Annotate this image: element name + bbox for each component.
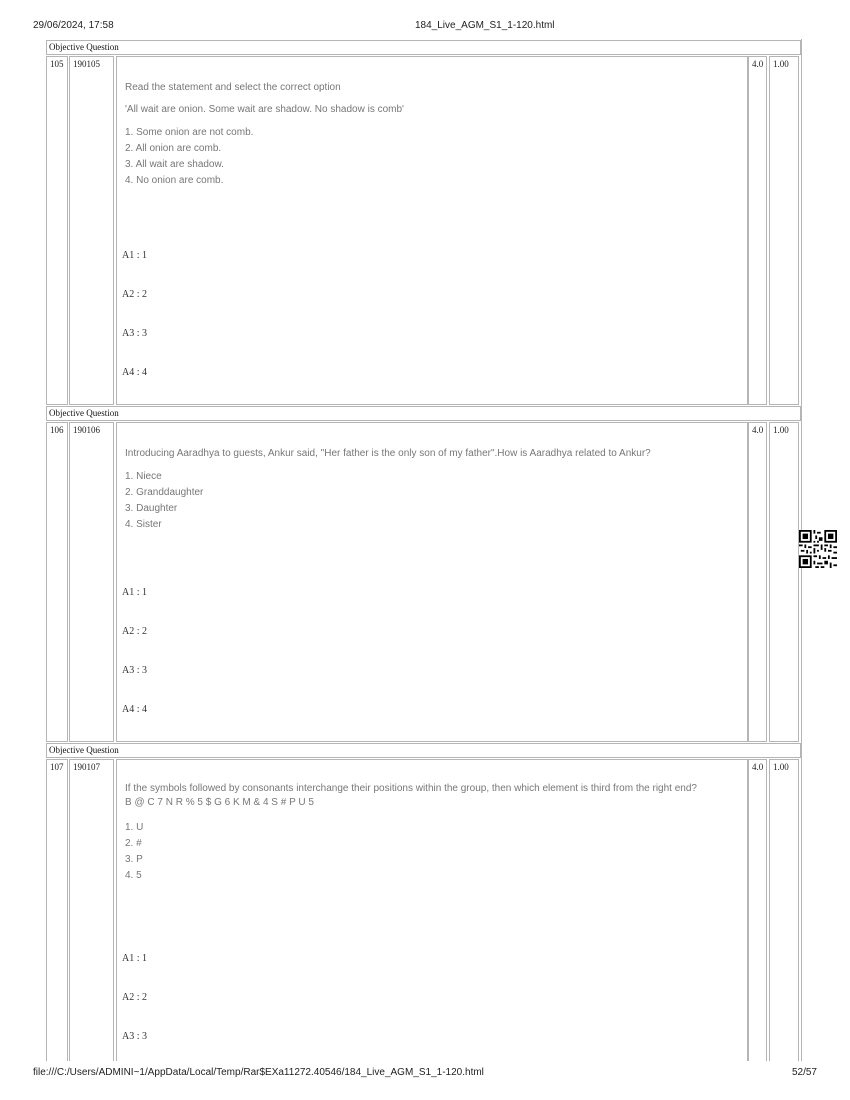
question-row (46, 422, 801, 742)
question-body (116, 422, 748, 742)
question-body (116, 759, 748, 1061)
answer-key: A3 : 3 (122, 1031, 147, 1042)
option-list (125, 469, 739, 533)
option-item: 3. All wait are shadow. (125, 159, 224, 170)
option-item: 4. 5 (125, 870, 142, 881)
question-block-107 (46, 743, 801, 1061)
serial-number: 106 (46, 422, 68, 742)
option-item: 2. # (125, 838, 142, 849)
print-datetime: 29/06/2024, 17:58 (33, 20, 114, 31)
question-type-label: Objective Question (46, 743, 801, 758)
answer-key: A2 : 2 (122, 289, 147, 300)
answer-key: A4 : 4 (122, 367, 147, 378)
question-row (46, 759, 801, 1061)
question-id: 190105 (69, 56, 114, 405)
option-item: 3. P (125, 854, 143, 865)
question-row (46, 56, 801, 405)
answer-key: A2 : 2 (122, 626, 147, 637)
option-item: 2. All onion are comb. (125, 143, 222, 154)
question-type-label: Objective Question (46, 406, 801, 421)
question-block-106 (46, 406, 801, 742)
marks: 4.0 (748, 422, 767, 742)
answer-key: A3 : 3 (122, 665, 147, 676)
question-statement: 'All wait are onion. Some wait are shadow. No shadow is comb' (125, 104, 404, 115)
answer-key: A1 : 1 (122, 953, 147, 964)
negative-marks: 1.00 (769, 759, 799, 1061)
question-block-105 (46, 40, 801, 405)
negative-marks: 1.00 (769, 422, 799, 742)
answer-key: A1 : 1 (122, 250, 147, 261)
serial-number: 105 (46, 56, 68, 405)
question-prompt: If the symbols followed by consonants interchange their positions within the group, then which element is third from the right end? (125, 783, 697, 794)
option-item: 2. Granddaughter (125, 487, 204, 498)
answer-key: A4 : 4 (122, 704, 147, 715)
option-item: 3. Daughter (125, 503, 178, 514)
option-list (125, 125, 739, 189)
serial-number: 107 (46, 759, 68, 1061)
question-series: B @ C 7 N R % 5 $ G 6 K M & 4 S # P U 5 (125, 797, 314, 808)
question-body (116, 56, 748, 405)
option-item: 1. Some onion are not comb. (125, 127, 254, 138)
negative-marks: 1.00 (769, 56, 799, 405)
option-item: 4. Sister (125, 519, 162, 530)
question-id: 190107 (69, 759, 114, 1061)
question-sheet (46, 39, 802, 1061)
question-id: 190106 (69, 422, 114, 742)
qr-code-icon (799, 530, 837, 568)
option-item: 4. No onion are comb. (125, 175, 224, 186)
question-type-label: Objective Question (46, 40, 801, 55)
option-item: 1. U (125, 822, 144, 833)
option-item: 1. Niece (125, 471, 162, 482)
answer-key: A3 : 3 (122, 328, 147, 339)
question-prompt: Introducing Aaradhya to guests, Ankur said, "Her father is the only son of my father".How is Aaradhya related to Ankur? (125, 448, 651, 459)
marks: 4.0 (748, 759, 767, 1061)
answer-key: A2 : 2 (122, 992, 147, 1003)
marks: 4.0 (748, 56, 767, 405)
answer-key: A1 : 1 (122, 587, 147, 598)
page-number: 52/57 (791, 1067, 817, 1078)
print-file-path: file:///C:/Users/ADMINI~1/AppData/Local/Temp/Rar$EXa11272.40546/184_Live_AGM_S1_1-120.html (33, 1067, 484, 1078)
option-list (125, 820, 739, 884)
question-prompt: Read the statement and select the correct option (125, 82, 341, 93)
print-doc-title: 184_Live_AGM_S1_1-120.html (415, 20, 555, 31)
